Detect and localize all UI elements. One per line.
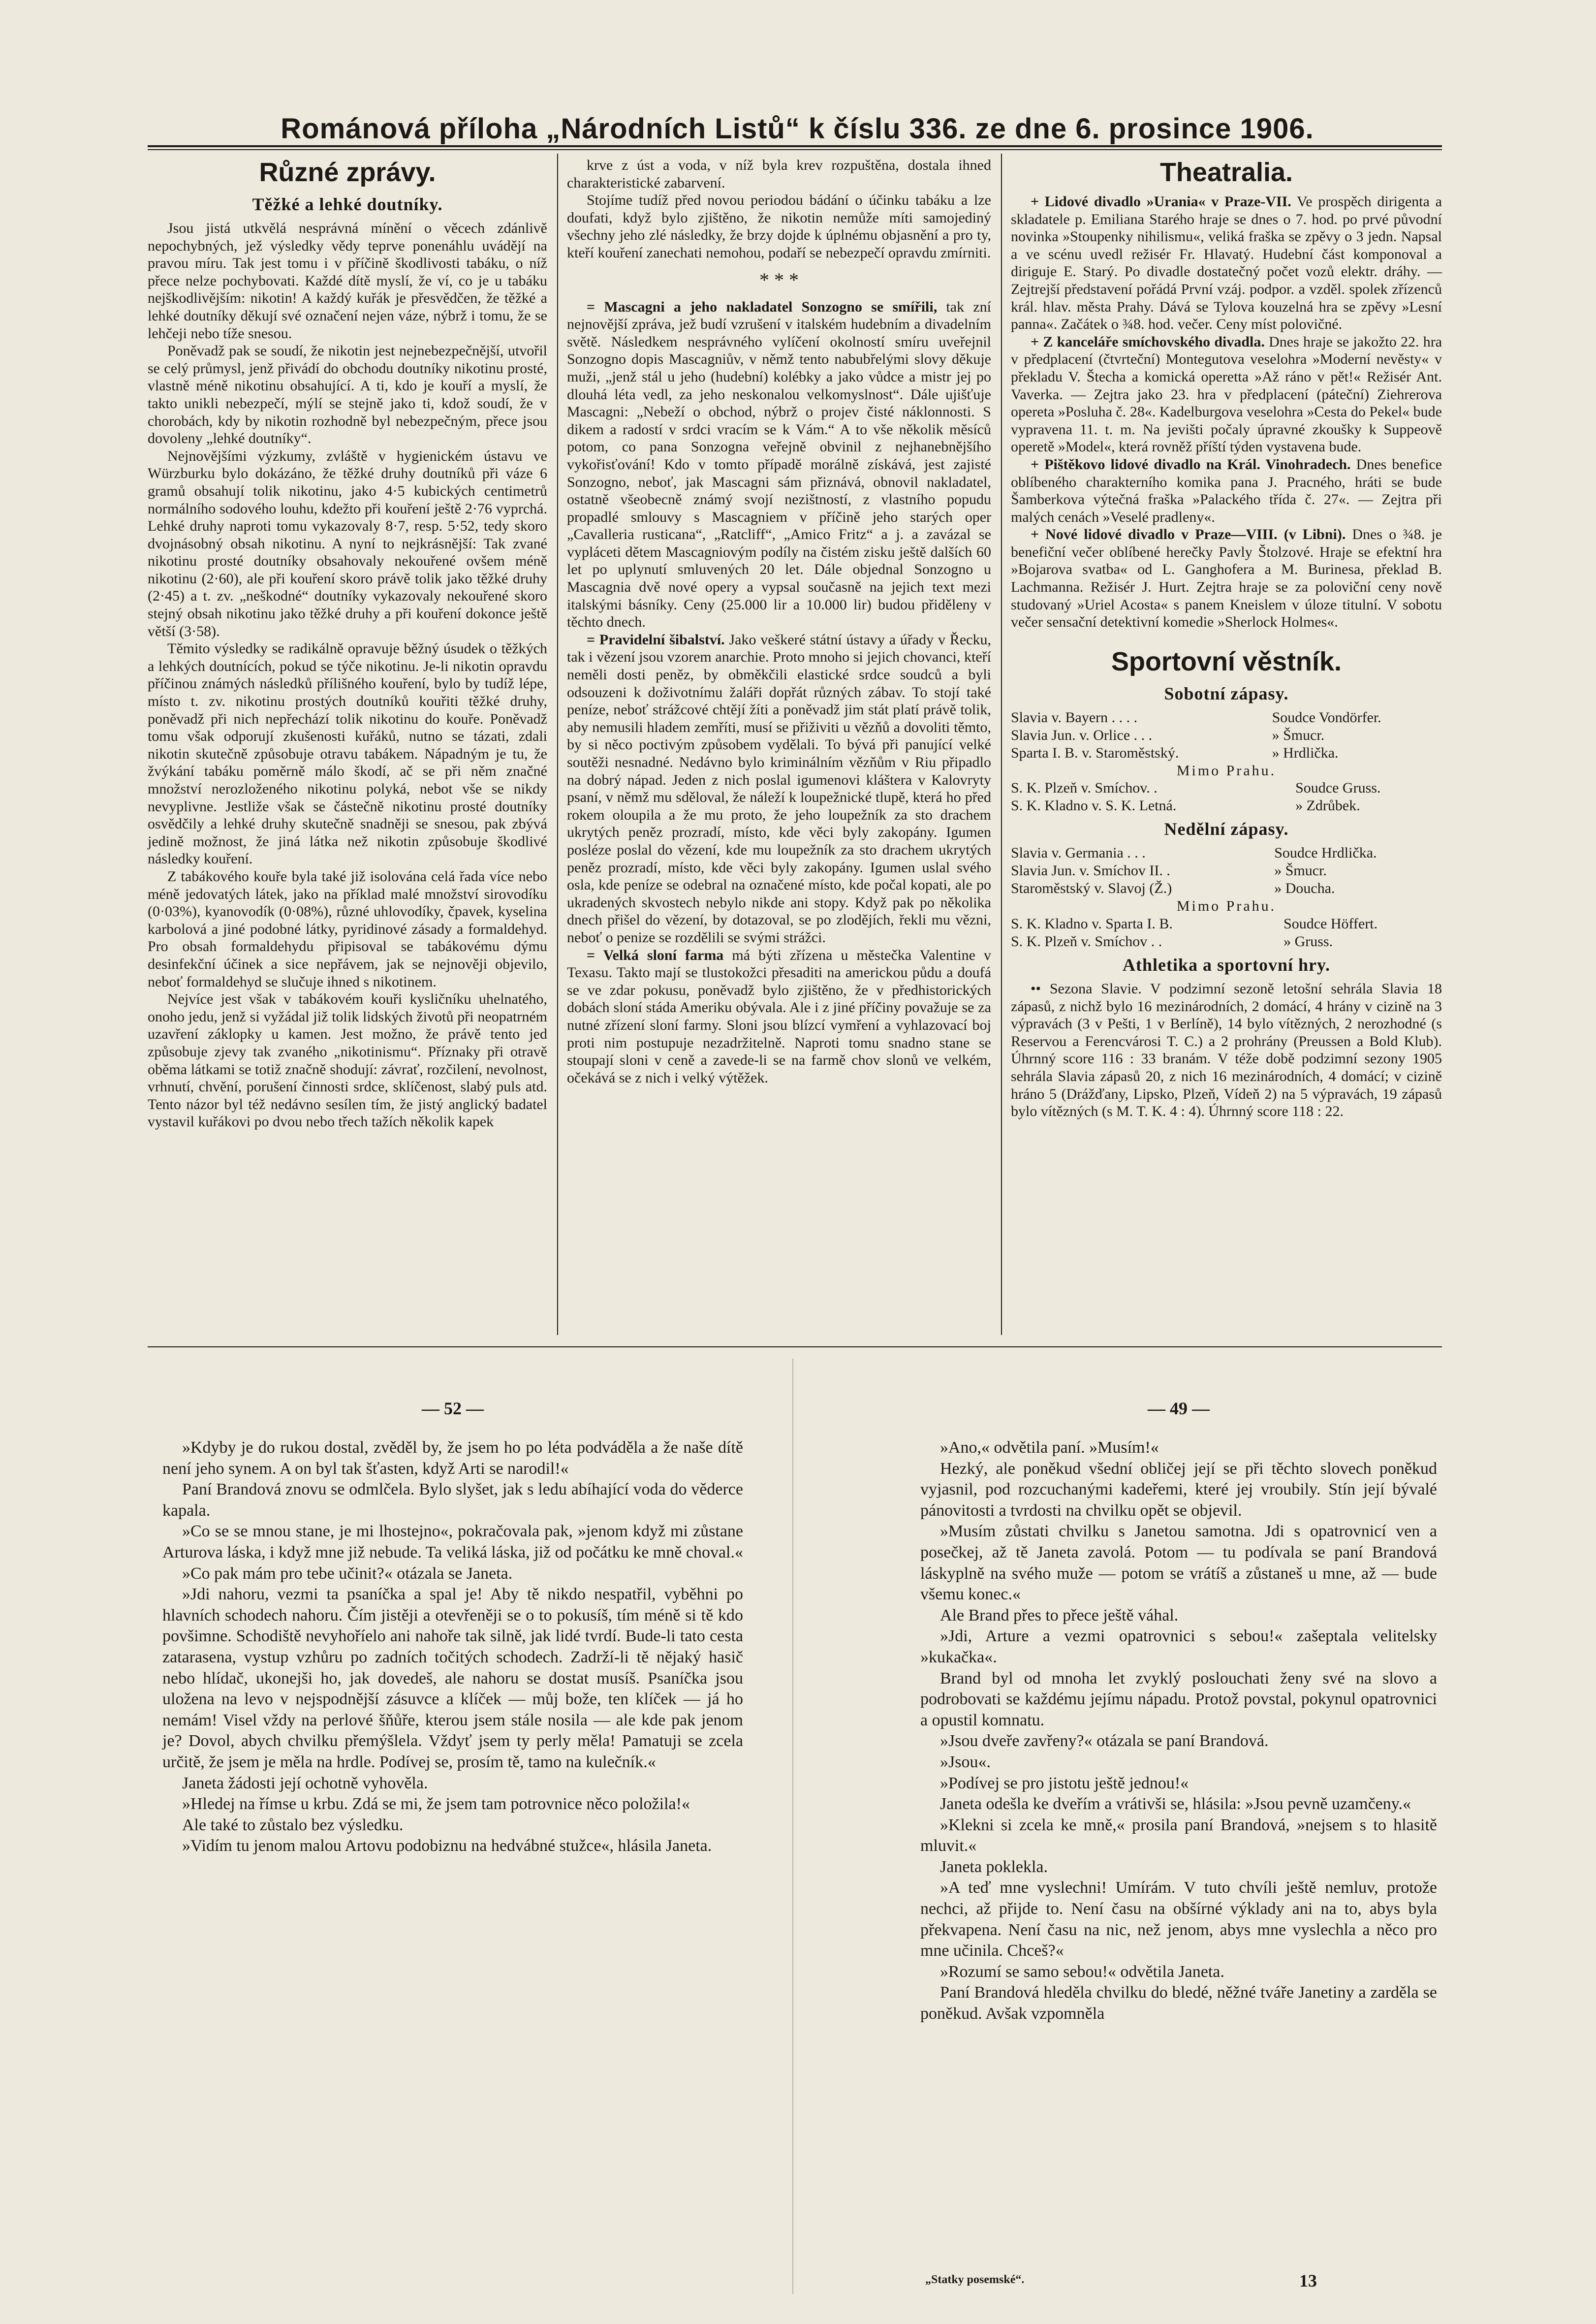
section-divider xyxy=(148,1346,1442,1347)
news-item xyxy=(567,631,991,947)
match-row xyxy=(1011,933,1442,951)
novel-left-page xyxy=(162,1437,743,1857)
paragraph: Nejnovějšími výzkumy, zvláště v hygienickém ústavu ve Würzburku bylo dokázáno, že těžké druhy doutníků při váze 6 gramů obsahují tolik nikotinu, jako 4·5 kubických centimetrů normálního sodového louhu, kdežto při kouření ještě 2·76 vyprchá. Lehké druhy naproti tomu vykazovaly 8·7, resp. 5·52, tedy skoro dvojnásobný obsah nikotinu. A nyní to nejkrásnější: Tak zvané nikotinu prosté doutníky obsahovaly nekouřené ovšem méně nikotinu (2·60), ale při kouření skoro právě tolik jako těžké druhy (2·45) a t. zv. „neškodné“ doutníky vykazovaly nekouřené skoro stejný obsah nikotinu jako těžké druhy a při kouření dokonce ještě větší (3·58). xyxy=(148,447,547,639)
match-teams: Slavia v. Germania . . . xyxy=(1011,845,1146,861)
novel-paragraph: »Jdi nahoru, vezmi ta psaníčka a spal je! Aby tě nikdo nespatřil, vyběhni po hlavních schodech nahoru. Čím jistěji a otevřeněji se o to pokusíš, tím méně si tě kdo povšimne. Schodiště nevyhoříelo ani nahoře tak silně, jak lidé tvrdí. Bude-li tato cesta zatarasena, vystup vzhůru po zadních točitých schodech. Zadrží-li tě nějaký hasič nebo hlídač, ukonejši ho, jak dovedeš, ale nahoru se dostat musíš. Psaníčka jsou uložena na levo v nejspodnější zásuvce a klíček — můj bože, ten klíček — já ho nemám! Visel vždy na perlové šňůře, kterou jsem stále nosila — ale kde pak jenom je? Dovol, abych chvilku přemýšlela. Vždyť jsem ty perly měla! Pamatuji se zcela určitě, že jsem je měla na hrdle. Podívej se, prosím tě, tamo na kulečník.« xyxy=(162,1585,743,1771)
page-number-left: — 52 — xyxy=(422,1399,484,1418)
novel-paragraph: »Ano,« odvětila paní. »Musím!« xyxy=(940,1438,1159,1457)
theatre-item xyxy=(1011,333,1442,456)
novel-paragraph: Janeta žádosti její ochotně vyhověla. xyxy=(182,1774,428,1792)
paragraph: Stojíme tudíž před novou periodou bádání o účinku tabáku a lze doufati, když bylo zjištěno, že nikotin nemůže míti samojediný všechny jeho zlé následky, že brzy dojde k úplnému objasnění a pro ty, kteří kouření zanechati nemohou, podaří se nebezpečí opravdu zmírniti. xyxy=(567,192,991,261)
article-body xyxy=(148,220,547,1131)
match-teams: S. K. Plzeň v. Smíchov. . xyxy=(1011,780,1158,796)
news-item xyxy=(567,298,991,631)
match-row xyxy=(1011,915,1442,933)
novel-paragraph: Ale také to zůstalo bez výsledku. xyxy=(182,1815,404,1834)
match-teams: S. K. Kladno v. S. K. Letná. xyxy=(1011,797,1177,814)
match-row xyxy=(1011,779,1442,797)
novel-paragraph: »Vidím tu jenom malou Artovu podobiznu na hedvábné stužce«, hlásila Janeta. xyxy=(182,1837,712,1855)
novel-paragraph: Paní Brandová znovu se odmlčela. Bylo slyšet, jak s ledu abíhající voda do věderce kapala. xyxy=(162,1480,743,1520)
theatre-item-head: + Z kanceláře smíchovského divadla. xyxy=(1031,333,1265,350)
saturday-matches-outside xyxy=(1011,779,1442,815)
footer-title: „Statky posemské“. xyxy=(925,2273,1025,2286)
theatre-item xyxy=(1011,526,1442,631)
paragraph: Jsou jistá utkvělá nesprávná mínění o věcech zdánlivě nepochybných, jež výsledky vědy teprve ponenáhlu uvádějí na pravou míru. Tak jest tomu i v příčině škodlivosti tabáku, o níž přece nelze pochybovati. Každé dítě myslí, že ví, co je u tabáku nejškodlivějším: nikotin! A každý kuřák je přesvědčen, že těžké a lehké doutníky děkují své označení nejen váze, nýbrž i tomu, že se lehčeji nebo tíže snesou. xyxy=(148,220,547,342)
match-teams: Slavia Jun. v. Orlice . . . xyxy=(1011,727,1153,743)
match-referee: » Doucha. xyxy=(1274,880,1335,897)
theatre-items xyxy=(1011,193,1442,631)
column-divider xyxy=(557,154,558,1335)
match-teams: Sparta I. B. v. Staroměstský. xyxy=(1011,744,1179,761)
novel-paragraph: »Musím zůstati chvilku s Janetou samotna. Jdi s opatrovnicí ven a posečkej, až tě Janeta zavolá. Potom — tu podívala se paní Brandová láskyplně na svého muže — potom se vrátíš a zůstaneš u mne, až — bude všemu konec.« xyxy=(920,1522,1437,1604)
news-item xyxy=(567,947,991,1087)
novel-paragraph: »Co se se mnou stane, je mi lhostejno«, pokračovala pak, »jenom když mi zůstane Arturova láska, i když mne již nebude. Ta veliká láska, již od počátku ke mně choval.« xyxy=(162,1522,744,1561)
subsection-saturday: Sobotní zápasy. xyxy=(1164,683,1289,703)
match-referee: » Šmucr. xyxy=(1272,727,1325,743)
news-item-head: = Velká sloní farma xyxy=(587,947,724,963)
column-2 xyxy=(567,157,991,1086)
novel-paragraph: Ale Brand přes to přece ještě váhal. xyxy=(940,1606,1179,1624)
paragraph: Z tabákového kouře byla také již isolována celá řada více nebo méně jedovatých látek, jako na příklad malé množství sirovodíku (0·03%), kyanovodík (0·08%), různé uhlovodíky, čpavek, kyselina karbolová a jiné podobné látky, pyridinové zásady a formaldehyd. Pro obsah formaldehydu připisoval se tabákovému dýmu desinfekční účinek a sice nepřávem, jak se nejnověji objevilo, neboť formaldehyd se slučuje ihned s nikotinem. xyxy=(148,868,547,990)
subsection-athletics: Athletika a sportovní hry. xyxy=(1122,955,1331,975)
masthead-title: Románová příloha „Národních Listů“ k číslu 336. ze dne 6. prosince 1906. xyxy=(281,113,1314,145)
section-title-theatralia: Theatralia. xyxy=(1159,158,1293,187)
novel-paragraph: »Jdi, Arture a vezmi opatrovnici s sebou!« zašeptala velitelsky »kukačka«. xyxy=(920,1627,1437,1666)
novel-paragraph: »Rozumí se samo sebou!« odvětila Janeta. xyxy=(940,1962,1224,1981)
match-referee: Soudce Vondörfer. xyxy=(1272,709,1381,726)
match-row xyxy=(1011,709,1442,727)
match-row xyxy=(1011,844,1442,862)
theatre-item-head: + Pištěkovo lidové divadlo na Král. Vinohradech. xyxy=(1031,456,1351,473)
match-teams: Slavia v. Bayern . . . . xyxy=(1011,709,1138,726)
section-title-ruzne-zpravy: Různé zprávy. xyxy=(259,158,436,187)
theatre-item-text: Dnes hraje se jakožto 22. hra v předplacení (čtvrteční) Montegutova veselohra »Moderní nevěsty« v překladu V. Štecha a komická operetta »Až ráno v pět!« Režisér Ant. Vaverka. — Zejtra jako 23. hra v předplacení (páteční) Ziehrerova opereta »Posluha č. 28«. Kadelburgova veselohra »Cesta do Pekel« bude vypravena 11. t. m. Na jevišti počaly úpravné zkoušky k Suppeově operetě »Model«, která rovněž příští týden vystavena bude. xyxy=(1011,333,1442,455)
sunday-matches-outside xyxy=(1011,915,1442,951)
theatre-item-head: + Lidové divadlo »Urania« v Praze-VII. xyxy=(1031,193,1291,210)
match-referee: Soudce Hrdlička. xyxy=(1274,845,1377,861)
section-title-sport: Sportovní věstník. xyxy=(1111,646,1342,676)
novel-paragraph: Hezký, ale poněkud všední obličej její se při těchto slovech poněkud vyjasnil, pod rozcuchanými kadeřemi, které jej vroubily. Stín její bývalé pánovitosti a tvrdosti na chvilku opět se objevil. xyxy=(920,1459,1437,1520)
section-separator-stars: * * * xyxy=(759,268,799,291)
novel-right-page xyxy=(920,1437,1437,2025)
saturday-matches xyxy=(1011,709,1442,762)
saturday-venue: Mimo Prahu. xyxy=(1176,762,1277,779)
column-divider xyxy=(1001,154,1002,1335)
page-gutter xyxy=(792,1359,793,2294)
match-teams: S. K. Kladno v. Sparta I. B. xyxy=(1011,916,1173,932)
masthead-rule xyxy=(148,145,1442,147)
match-teams: Slavia Jun. v. Smíchov II. . xyxy=(1011,862,1170,879)
match-referee: » Hrdlička. xyxy=(1272,744,1339,761)
news-item-head: = Mascagni a jeho nakladatel Sonzogno se smířili, xyxy=(587,298,938,315)
theatre-item-text: Ve prospěch dirigenta a skladatele p. Emiliana Starého hraje se dnes o 7. hod. po prvé původní novinka »Stoupenky nihilismu«, veliká fraška se zpěvy o 3 jedn. Napsal a ve scénu uvedl režisér Fr. Hlavatý. Hudební část komponoval a diriguje E. Starý. Po divadle dostatečný počet vozů elektr. dráhy. — Zejtrejší představení pořádá První vzáj. podpor. a vzděl. spolek zřízenců král. hlav. města Prahy. Dává se Tylova kouzelná hra se zpěvy »Lesní panna«. Začátek o ¾8. hod. večer. Ceny míst polovičné. xyxy=(1011,193,1442,333)
masthead-rule-thin xyxy=(148,149,1442,150)
column-1 xyxy=(148,154,547,1131)
novel-paragraph: Brand byl od mnoha let zvyklý poslouchati ženy své na slovo a podrobovati se každému jejímu nápadu. Protož povstal, pokynul opatrovnici a opustil komnatu. xyxy=(920,1669,1437,1729)
news-item-head: = Pravidelní šibalství. xyxy=(587,631,725,648)
paragraph: Těmito výsledky se radikálně opravuje běžný úsudek o těžkých a lehkých doutnících, pokud se týče nikotinu. Je-li nikotin opravdu příčinou známých následků přílišného kouření, bylo by tudíž lépe, místo t. zv. nikotinu prostých doutníků kouřiti těžké druhy, poněvadž při nich nepřechází tolik nikotinu do kouře. Poněvadž tomu však odporují zkušenosti kuřáků, nutno se tázati, zdali nikotin skutečně způsobuje otravu tabákem. Nápadným je tu, že žvýkání tabáku poměrně málo škodí, ač se při něm značné množství nerozloženého nikotinu polyká, nebot vše se nikdy nevyplivne. Jestliže však se částečně nikotinu prosté doutníky osvědčily a lehké druhy skutečně snadněji se snesou, pak zbývá jedině možnost, že jiná látka než nikotin způsobuje škodlivé následky kouření. xyxy=(148,640,547,867)
novel-paragraph: »Jsou«. xyxy=(940,1752,991,1771)
novel-paragraph: »A teď mne vyslechni! Umírám. V tuto chvíli ještě nemluv, protože nechci, až přijde to. Není času na obšírné výklady ani na to, abys byla překvapena. Není času na nic, než jenom, abys mne vyslechla a něco pro mne učinila. Chceš?« xyxy=(920,1878,1437,1960)
page-number-right: — 49 — xyxy=(1148,1399,1210,1418)
news-item-text: má býti zřízena u městečka Valentine v Texasu. Takto mají se tlustokožci přesaditi na americkou půdu a doufá se ve zdar pokusu, poněvadž bylo zjištěno, že v předhistorických dobách sloní stáda Ameriku obývala. Ale i z jiné příčiny považuje se za nutné zřízení sloní farmy. Sloni jsou blízcí vymření a vyhlazovací boj proti nim postupuje nezadržitelně. Naproti tomu snadno stane se stoupají sloni v ceně a zavede-li se na farmě chov slonů ve velkém, očekává se z nich i velký výtěžek. xyxy=(567,947,992,1086)
article-body-continued xyxy=(567,157,991,262)
news-items xyxy=(567,298,991,1087)
novel-paragraph: »Kdyby je do rukou dostal, zvěděl by, že jsem ho po léta podváděla a že naše dítě není jeho synem. A on byl tak šťasten, když Arti se narodil!« xyxy=(162,1438,743,1478)
match-referee: » Šmucr. xyxy=(1274,862,1327,879)
sunday-venue: Mimo Prahu. xyxy=(1176,898,1277,915)
sunday-matches xyxy=(1011,844,1442,897)
match-referee: » Zdrůbek. xyxy=(1295,797,1360,814)
match-row xyxy=(1011,744,1442,762)
match-row xyxy=(1011,880,1442,897)
match-row xyxy=(1011,727,1442,744)
theatre-item-text: Dnes o ¾8. je benefiční večer oblíbené herečky Pavly Štolzové. Hraje se efektní hra »Bojarova svatba« od L. Ganghofera a M. Burinesa, překlad B. Lachmanna. Režisér J. Hurt. Zejtra hraje se za poloviční ceny nově studovaný »Uriel Acosta« s panem Kneislem v úloze titulní. V sobotu večer sensační detektivní komedie »Sherlock Holmes«. xyxy=(1011,526,1442,631)
match-row xyxy=(1011,797,1442,815)
subsection-sunday: Nedělní zápasy. xyxy=(1164,819,1289,839)
match-referee: Soudce Höffert. xyxy=(1283,916,1378,932)
news-item-text: Jako veškeré státní ústavy a úřady v Řecku, tak i vězení jsou vzorem anarchie. Proto mnoho si jejich chovanci, kteří neměli dosti peněz, by obměkčili elastické srdce soudců a byli odsouzeni k doživotnímu žaláři dopřát různých zábav. To stojí také peníze, neboť strážcové chtějí žíti a poněvadž jim stát platí právě tolik, aby nemusili hladem zemříti, musí se přiživiti u vězňů a dovoliti těmto, by si něco poctivým způsobem vydělali. To bývá při panující velké soutěži nesnadné. Nedávno bylo kriminálním vězňům v Riu připadlo na dobrý nápad. Jeden z nich poslal igumenovi kláštera v Kalovryty psaní, v němž mu sděloval, že náleží k loupežnické tlupě, která ho před rokem oloupila a že mu proto, že jeho loupežník za sto drachem ukrytých peněz prozradí, místo, kde věci byly zakopány. Igumen posléze poslal do vězení, kde mu loupežník za sto drachem ukrytých peněz prozradí, místo, kde věci byly zakopány. Igumen uslal svého osla, kde peníze se odebral na označené místo, kde počal kopati, ale po ukradených skvostech nebylo nikde ani stopy. Když pak po několika dnech přišel do vězení, by dotazoval, se po zlodějích, řekli mu vězni, neboť o penize se rozdělili se svými strážci. xyxy=(567,631,991,946)
theatre-item xyxy=(1011,193,1442,333)
paragraph: Nejvíce jest však v tabákovém kouři kysličníku uhelnatého, onoho jedu, jenž si vyžádal již tolik lidských životů při neopatrném uzavření záklopky u kamen. Jest možno, že právě tento jed způsobuje zjevy tak zvaného „nikotinismu“. Příznaky při otravě oběma látkami se totiž značně shodují: závrať, rozčilení, nevolnost, vrhnutí, chvění, porušení činnosti srdce, sklíčenost, slabý puls atd. Tento názor byl též nedávno sesílen tím, že jistý anglický badatel vystavil kuřákovi po dvou nebo třech tažích několik kapek xyxy=(148,991,547,1130)
theatre-item-text: Dnes benefice oblíbeného charakterního komika pana J. Pracného, hráti se bude Šamberkova výtečná fraška »Palackého třída č. 27«. — Zejtra při malých cenách »Veselé pradleny«. xyxy=(1011,456,1442,525)
paragraph: krve z úst a voda, v níž byla krev rozpuštěna, dostala ihned charakteristické zabarvení. xyxy=(567,157,991,191)
novel-paragraph: »Klekni si zcela ke mně,« prosila paní Brandová, »nejsem s to hlasitě mluvit.« xyxy=(920,1815,1437,1855)
match-teams: S. K. Plzeň v. Smíchov . . xyxy=(1011,933,1162,950)
paragraph: Poněvadž pak se soudí, že nikotin jest nejnebezpečnější, utvořil se celý průmysl, jenž přivádí do obchodu doutníky nikotinu prosté, vlastně méně nikotinu obsahující. A ti, kdo je kouří a myslí, že takto unikli nebezpečí, mýlí se stejně jako ti, kdož soudí, že v chorobách, kdy by nikotin rozhodně byl nebezpečným, přece jsou dovoleny „lehké doutníky“. xyxy=(148,343,547,447)
theatre-item xyxy=(1011,456,1442,526)
novel-paragraph: Janeta odešla ke dveřím a vrátivši se, hlásila: »Jsou pevně uzamčeny.« xyxy=(940,1795,1411,1814)
novel-paragraph: Paní Brandová hleděla chvilku do bledé, něžné tváře Janetiny a zarděla se poněkud. Avšak vzpomněla xyxy=(920,1983,1437,2023)
news-item-text: tak zní nejnovější zpráva, jež budí vzrušení v italském hudebním a divadelním světě. Následkem nesprávného vylíčení okolností smíru uveřejnil Sonzogno dopis Mascagniův, v němž tento nabubřelými slovy děkuje muži, „jenž stál u jeho (hudební) kolébky a jako vůdce a mistr jej po dlouhá léta vedl, za jeho neskonalou velkomyslnost“. Dále ujišťuje Mascagni: „Nebeží o obchod, nýbrž o projev čisté náklonnosti. S dikem a radostí v srdci vracím se k Vám.“ A to vše několik měsíců potom, co pana Sonzogna veřejně obvinil z nejhanebnějšího vykořisťování! Kdo v tomto případě morálně získává, jest zajisté Sonzogno, neboť, jak Mascagni sám přiznává, obnovil nakladatel, ostatně všeobecně známý svojí nezištností, z vlastního popudu propadlé smlouvy s Mascagniem v příčině jeho starých oper „Cavalleria rusticana“, „Ratcliff“, „Amico Fritz“ a j. a zavázal se vypláceti dětem Mascagniovým podíly na čistém zisku ještě dalších 60 let po uplynutí smluvených 20 let. Dále objednal Sonzogno u Mascagnia dvě nové opery a vypsal současně na jejich text mezi italskými básníky. Ceny (25.000 lir a 10.000 lir) budou přiděleny v těchto dnech. xyxy=(567,298,991,631)
match-teams: Staroměstský v. Slavoj (Ž.) xyxy=(1011,880,1172,897)
match-row xyxy=(1011,862,1442,880)
theatre-item-head: + Nové lidové divadlo v Praze—VIII. (v Libni). xyxy=(1031,526,1346,543)
athletics-text: •• Sezona Slavie. V podzimní sezoně letošní sehrála Slavia 18 zápasů, z nichž bylo 16 mezinárodních, 2 domácí, 4 hrány v cizině na 3 výpravách (3 v Pešti, 1 v Berlíně), 14 bylo vítězných, 2 nerozhodné (s Reservou a Ferencvárosi T. C.) a 2 prohrány (Preussen a Bold Klub). Úhrnný score 116 : 33 branám. V téže době podzimní sezony 1905 sehrála Slavia zápasů 20, z nich 16 mezinárodních, 4 domácí; v cizině hráno 5 (Drážďany, Lipsko, Plzeň, Vídeň 2) na 5 výpravách, 19 zápasů bylo vítězných (s M. T. K. 4 : 4). Úhrnný score 118 : 22. xyxy=(1011,981,1442,1120)
novel-paragraph: Janeta poklekla. xyxy=(940,1857,1048,1876)
novel-paragraph: »Jsou dveře zavřeny?« otázala se paní Brandová. xyxy=(940,1732,1269,1751)
match-referee: Soudce Gruss. xyxy=(1295,780,1381,796)
novel-paragraph: »Co pak mám pro tebe učinit?« otázala se Janeta. xyxy=(182,1564,513,1583)
column-3 xyxy=(1011,154,1442,1120)
article-title-doutniky: Těžké a lehké doutníky. xyxy=(252,194,443,214)
novel-paragraph: »Hledej na římse u krbu. Zdá se mi, že jsem tam potrovnice něco položila!« xyxy=(182,1795,690,1814)
footer-page-number: 13 xyxy=(1299,2271,1317,2291)
novel-paragraph: »Podívej se pro jistotu ještě jednou!« xyxy=(940,1774,1189,1792)
match-referee: » Gruss. xyxy=(1283,933,1333,950)
